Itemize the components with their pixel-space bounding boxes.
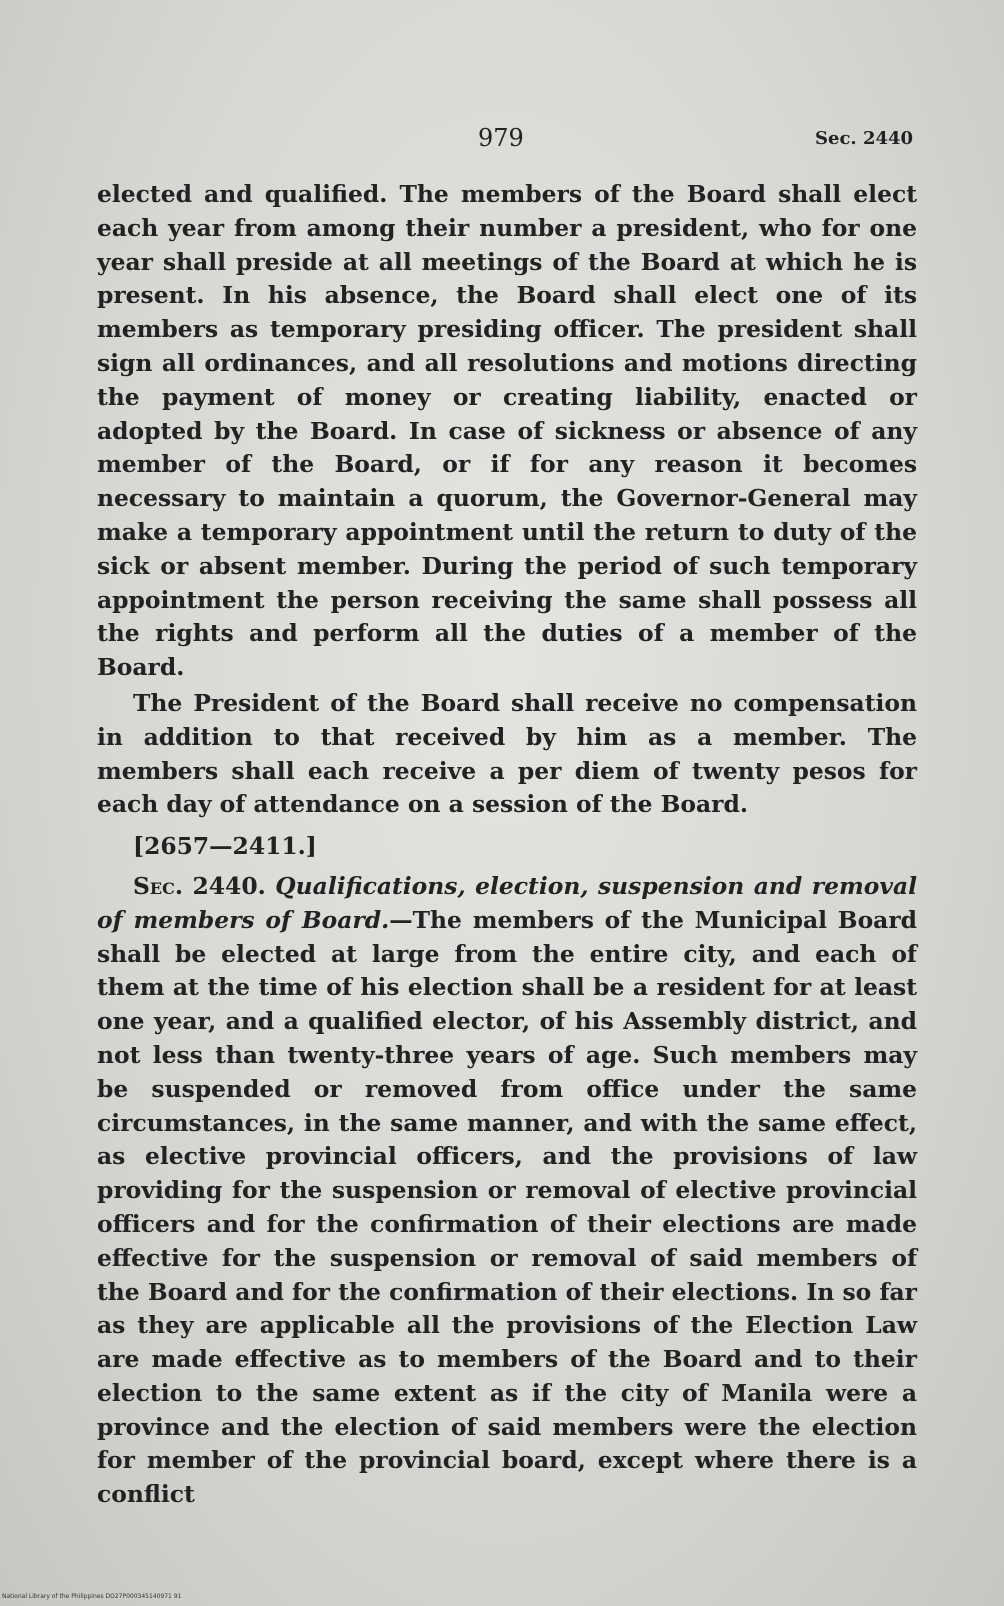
section-title: Qualifications, election, suspension and removal of members of Board. <box>97 871 917 934</box>
section-2440-text: —The members of the Municipal Board shall be elected at large from the entire city, and each of them at the time of his election shall be a resident for at least one year, and a qualified elector, of his Assembly district, and not less than twenty-three years of age. Such members may be suspended or removed from office under the same circumstances, in the same manner, and with the same effect, as elective provincial officers, and the provisions of law providing for the suspension or removal of elective provincial officers and for the confirmation of their elections are made effective for the suspension or removal of said members of the Board and for the confirmation of their elections. In so far as they are applicable all the provisions of the Election Law are made effective as to members of the Board and to their election to the same extent as if the city of Manila were a province and the election of said members were the election for member of the provincial board, except where there is a conflict <box>97 905 918 1509</box>
paragraph-compensation: The President of the Board shall receive no compensation in addition to that received by him as a member. The members shall each receive a per diem of twenty pesos for each day of attendance on a session of the Board. <box>97 688 917 819</box>
source-citation: [2657—2411.] <box>133 832 317 861</box>
body-text <box>97 178 917 1514</box>
section-2440-paragraph <box>97 870 917 1512</box>
running-section-reference: Sec. 2440 <box>815 128 914 149</box>
section-label: Sec. 2440. <box>133 871 266 900</box>
library-footer-credit: National Library of the Philippines DO27P000345140971 91 <box>2 1593 182 1600</box>
paragraph-board-president: elected and qualified. The members of the Board shall elect each year from among their number a president, who for one year shall preside at all meetings of the Board at which he is present. In his absence, the Board shall elect one of its members as temporary presiding officer. The president shall sign all ordinances, and all resolutions and motions directing the payment of money or creating liability, enacted or adopted by the Board. In case of sickness or absence of any member of the Board, or if for any reason it becomes necessary to maintain a quorum, the Governor-General may make a temporary appointment until the return to duty of the sick or absent member. During the period of such temporary appointment the person receiving the same shall possess all the rights and perform all the duties of a member of the Board. <box>97 180 917 682</box>
page-number: 979 <box>478 124 524 152</box>
